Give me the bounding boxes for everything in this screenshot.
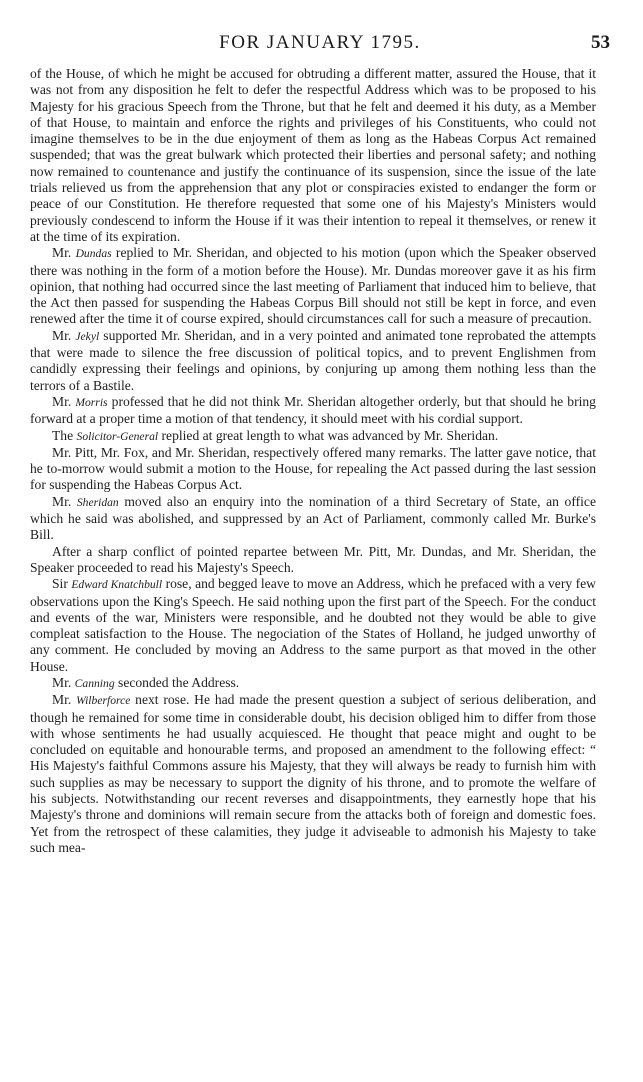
text-run: of the House, of which he might be accused for obtruding a different matter, assured the House, that it was not from any disposition he felt to defer the respectful Address which was to be proposed to his Majesty for his gracious Speech from the Throne, but that he felt and deemed it his duty, as a Member of that House, to maintain and enforce the rights and privileges of his Constituents, who could not imagine themselves to be in the due enjoyment of them as long as the Habeas Corpus Act remained suspended; that was the great bulwark which protected their liberties and personal safety; and nothing now remained to countenance and justify the continuance of its suspension, since the issue of the late trials relieved us from the apprehension that any plot or conspiracies existed to endanger the form or peace of our Constitution. He therefore requested that some one of his Majesty's Ministers would previously condescend to inform the House if it was their intention to repeal it themselves, or renew it at the time of its expiration. — [30, 66, 596, 244]
text-run: Sir — [52, 576, 72, 592]
body-text — [30, 66, 596, 856]
paragraph — [30, 576, 596, 675]
text-run: After a sharp conflict of pointed repartee between Mr. Pitt, Mr. Dundas, and Mr. Sheridan, the Speaker proceeded to read his Majesty's Speech. — [30, 543, 596, 575]
paragraph — [30, 66, 596, 245]
paragraph — [30, 245, 596, 327]
running-title: FOR JANUARY 1795. — [219, 32, 421, 53]
speaker-name: Edward Knatchbull — [71, 578, 163, 592]
text-run: Mr. — [52, 493, 77, 509]
text-run: moved also an enquiry into the nomination of a third Secretary of State, an office which he said was abolished, and suppressed by an Act of Parliament, commonly called Mr. Burke's Bill. — [30, 493, 596, 543]
text-run: Mr. — [52, 674, 75, 690]
text-run: The — [52, 427, 77, 443]
paragraph — [30, 494, 596, 544]
speaker-name: Morris — [75, 395, 108, 409]
text-run: seconded the Address. — [114, 674, 240, 690]
text-run: professed that he did not think Mr. Sheridan altogether orderly, but that should he bring forward at a proper time a motion of that tendency, it should meet with his cordial support. — [30, 393, 596, 427]
page-number: 53 — [591, 32, 610, 53]
speaker-name: Solicitor-General — [76, 429, 159, 443]
speaker-name: Wilberforce — [76, 694, 131, 708]
text-run: Mr. — [52, 245, 76, 261]
paragraph — [30, 692, 596, 856]
text-run: rose, and begged leave to move an Address, which he prefaced with a very few observations upon the King's Speech. He said nothing upon the first part of the Speech. For the conduct and events of the war, Ministers were responsible, and he doubted not they would be able to give compleat satisfaction to the House. The negociation of the States of Holland, he judged unworthy of any comment. He concluded by moving an Address to the same purport as that moved in the other House. — [30, 576, 596, 674]
text-run: Mr. — [52, 393, 76, 409]
speaker-name: Canning — [74, 676, 115, 690]
page-header — [30, 32, 610, 56]
paragraph — [30, 675, 596, 692]
text-run: Mr. Pitt, Mr. Fox, and Mr. Sheridan, respectively offered many remarks. The latter gave notice, that he to-morrow would submit a motion to the House, for repealing the Act passed during the last session for suspending the Habeas Corpus Act. — [30, 444, 596, 493]
speaker-name: Jekyl — [75, 329, 100, 343]
speaker-name: Dundas — [75, 247, 112, 261]
text-run: replied to Mr. Sheridan, and objected to his motion (upon which the Speaker observed there was nothing in the form of a motion before the House). Mr. Dundas moreover gave it as his firm opinion, that nothing had occurred since the last meeting of Parliament that induced him to believe, that the Act then passed for suspending the Habeas Corpus Bill should not still be kept in force, and even renewed after the time it of course expired, should circumstances call for such a measure of precaution. — [30, 245, 596, 327]
text-run: next rose. He had made the present question a subject of serious deliberation, and though he remained for some time in considerable doubt, his decision obliged him to differ from those with whose sentiments he had usually acquiesced. He thought that peace might and ought to be concluded on equitable and honourable terms, and proposed an amendment to the following effect: “ His Majesty's faithful Commons assure his Majesty, that they will always be ready to furnish him with such supplies as may be necessary to support the dignity of his throne, and to promote the welfare of his subjects. Notwithstanding our recent reverses and disappointments, they earnestly hope that his Majesty's throne and dominions will remain secure from the attacks both of foreign and domestic foes. Yet from the retrospect of these calamities, they judge it adviseable to admonish his Majesty to take such mea- — [30, 692, 596, 855]
speaker-name: Sheridan — [76, 495, 119, 509]
text-run: Mr. — [52, 327, 76, 343]
paragraph — [30, 544, 596, 577]
text-run: Mr. — [52, 692, 77, 708]
paragraph — [30, 428, 596, 445]
paragraph — [30, 394, 596, 428]
text-run: supported Mr. Sheridan, and in a very pointed and animated tone reprobated the attempts that were made to silence the free discussion of political topics, and to prevent Englishmen from candidly expressing their feelings and opinions, by conjuring up among them nothing less than the terrors of a Bastile. — [30, 327, 596, 393]
paragraph — [30, 328, 596, 394]
paragraph — [30, 445, 596, 494]
text-run: replied at great length to what was advanced by Mr. Sheridan. — [158, 427, 499, 443]
